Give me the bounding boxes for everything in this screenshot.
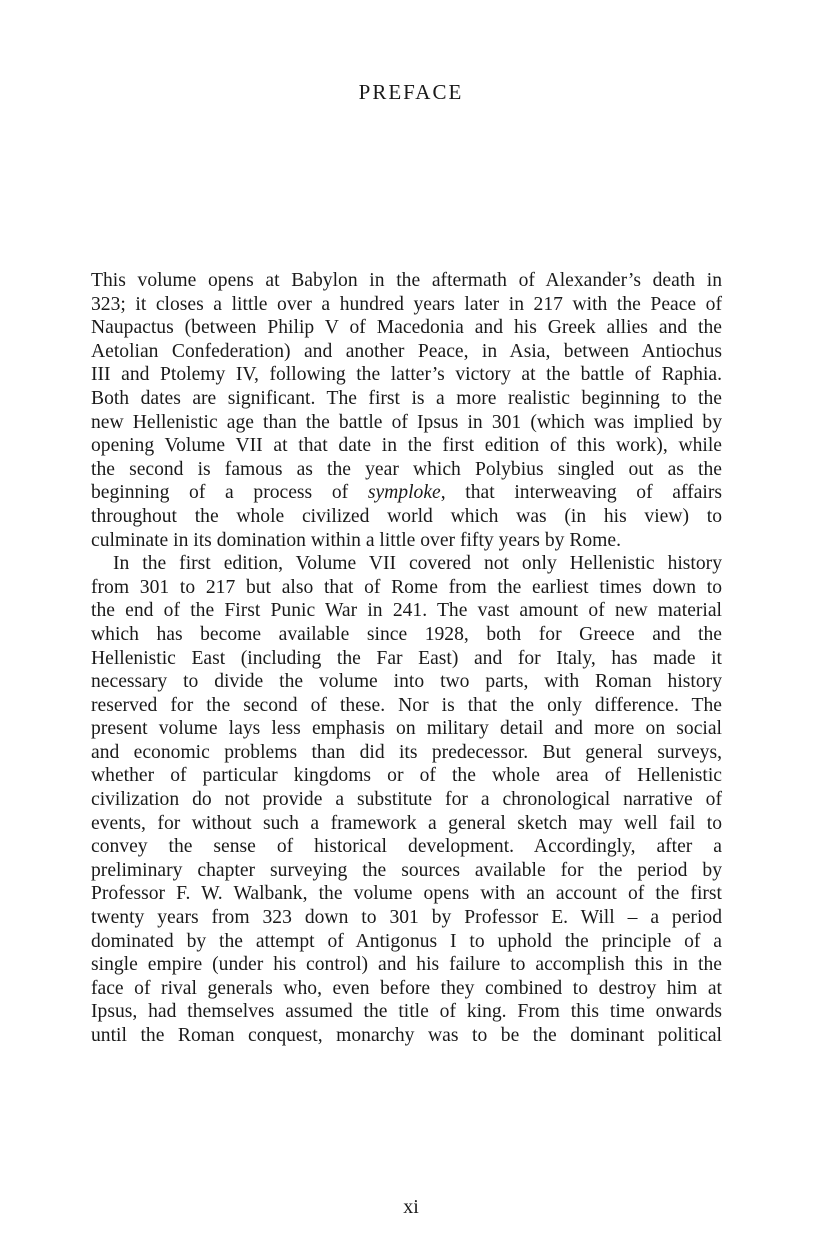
text-line: convey the sense of historical development. Accordingly, after a xyxy=(91,836,722,858)
text-line: This volume opens at Babylon in the aftermath of Alexander’s death in xyxy=(91,270,722,291)
text-line: from 301 to 217 but also that of Rome from the earliest times down to xyxy=(91,576,722,598)
paragraph-1 xyxy=(91,269,722,552)
page-title: PREFACE xyxy=(358,80,464,104)
text-line: throughout the whole civilized world which was (in his view) to xyxy=(91,505,722,527)
text-line: dominated by the attempt of Antigonus I to uphold the principle of a xyxy=(91,930,722,952)
text-line: Aetolian Confederation) and another Peace, in Asia, between Antiochus xyxy=(91,340,722,362)
text-line: 323; it closes a little over a hundred years later in 217 with the Peace of xyxy=(91,293,722,315)
text-line: culminate in its domination within a little over fifty years by Rome. xyxy=(91,529,622,551)
text-line: which has become available since 1928, both for Greece and the xyxy=(91,623,722,645)
paragraph-2 xyxy=(91,552,722,1047)
page-number: xi xyxy=(403,1196,419,1218)
text-line: events, for without such a framework a general sketch may well fail to xyxy=(91,812,722,834)
text-line: whether of particular kingdoms or of the whole area of Hellenistic xyxy=(91,765,722,787)
text-line: Hellenistic East (including the Far East) and for Italy, has made it xyxy=(91,647,722,669)
text-line: necessary to divide the volume into two parts, with Roman history xyxy=(91,671,722,693)
italic-term: symploke xyxy=(367,482,441,504)
text-line: the second is famous as the year which Polybius singled out as the xyxy=(91,458,722,480)
text-line: III and Ptolemy IV, following the latter’s victory at the battle of Raphia. xyxy=(91,364,722,386)
text-line: opening Volume VII at that date in the first edition of this work), while xyxy=(91,435,722,457)
text-line: Ipsus, had themselves assumed the title of king. From this time onwards xyxy=(91,1001,722,1023)
text-line: beginning of a process of symploke, that interweaving of affairs xyxy=(91,482,722,504)
text-line: Professor F. W. Walbank, the volume opens with an account of the first xyxy=(91,883,722,905)
text-line: present volume lays less emphasis on military detail and more on social xyxy=(91,718,722,740)
text-line: single empire (under his control) and his failure to accomplish this in the xyxy=(91,954,722,976)
text-line: civilization do not provide a substitute for a chronological narrative of xyxy=(91,789,722,811)
text-line: Naupactus (between Philip V of Macedonia and his Greek allies and the xyxy=(91,317,722,339)
text-line: reserved for the second of these. Nor is that the only difference. The xyxy=(91,694,722,716)
text-line: face of rival generals who, even before they combined to destroy him at xyxy=(91,977,722,999)
text-line: the end of the First Punic War in 241. The vast amount of new material xyxy=(91,600,722,622)
text-line: preliminary chapter surveying the sources available for the period by xyxy=(91,859,722,881)
text-line: new Hellenistic age than the battle of Ipsus in 301 (which was implied by xyxy=(91,411,722,433)
text-line: Both dates are significant. The first is a more realistic beginning to the xyxy=(91,387,722,409)
text-line: twenty years from 323 down to 301 by Professor E. Will – a period xyxy=(91,907,722,929)
preface-body xyxy=(91,269,722,1048)
text-line: and economic problems than did its predecessor. But general surveys, xyxy=(91,741,722,763)
text-line: In the first edition, Volume VII covered not only Hellenistic history xyxy=(113,553,722,575)
text-line: until the Roman conquest, monarchy was to be the dominant political xyxy=(91,1025,722,1046)
